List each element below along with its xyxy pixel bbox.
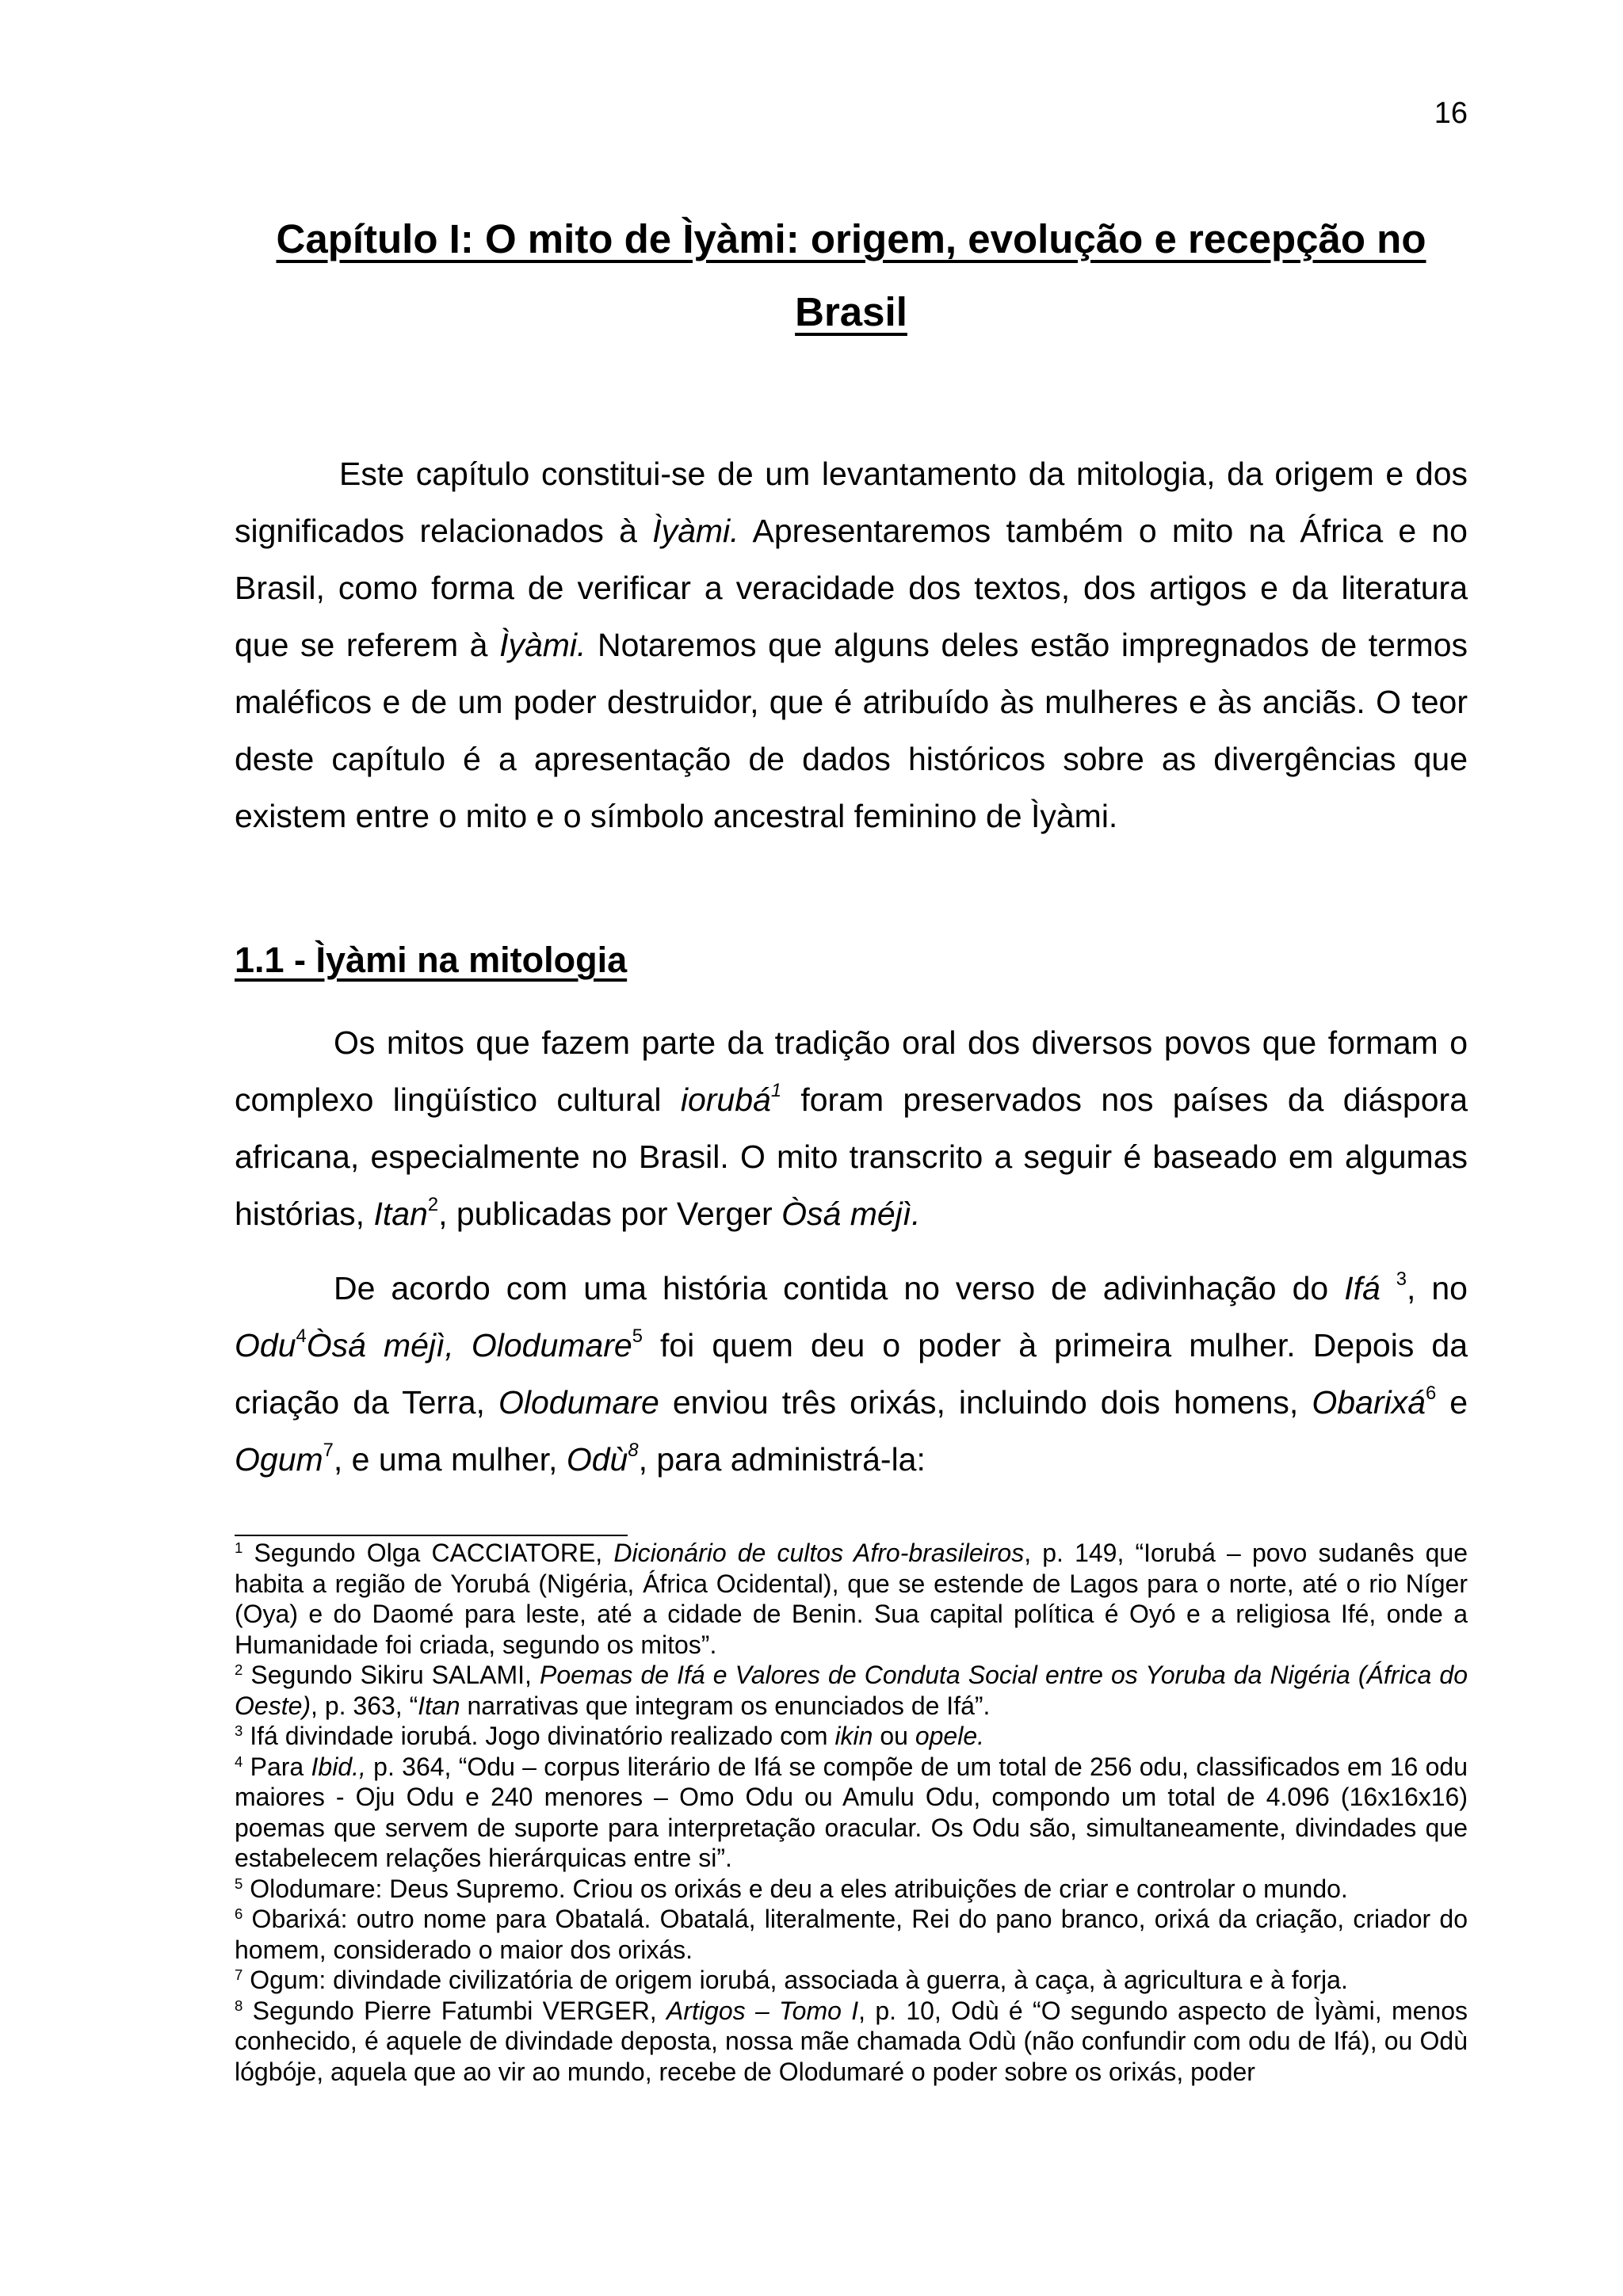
chapter-title-line-2: Brasil	[795, 289, 907, 334]
text-run: foram preservados nos países da diáspora africana, especialmente no Brasil. O mito transcrito a seguir é baseado em algumas histórias,	[235, 1081, 1468, 1232]
footnote-text: Obarixá: outro nome para Obatalá. Obatalá, literalmente, Rei do pano branco, orixá da criação, criador do homem, considerado o maior dos orixás.	[235, 1905, 1468, 1964]
footnote-ref-5[interactable]: 5	[632, 1325, 643, 1348]
italic-term: Òsá méjì, Olodumare	[306, 1327, 632, 1363]
footnote-ref-8[interactable]	[628, 1440, 638, 1461]
italic-term: Itan	[373, 1196, 428, 1232]
italic-term: opele.	[915, 1722, 985, 1750]
footnote-number: 2	[235, 1661, 243, 1678]
text-run: , no	[1407, 1270, 1468, 1306]
italic-term: Odù	[566, 1441, 628, 1478]
myth-paragraph-1	[235, 1014, 1468, 1242]
footnote-ref-number: 1	[770, 1080, 782, 1102]
footnote-ref-6[interactable]: 6	[1425, 1383, 1437, 1405]
italic-term: iorubá	[680, 1081, 771, 1118]
footnote-text: Olodumare: Deus Supremo. Criou os orixás e deu a eles atribuições de criar e controlar o mundo.	[242, 1874, 1348, 1903]
footnote-text: Ifá divindade iorubá. Jogo divinatório realizado com	[242, 1722, 835, 1750]
footnote-ref-1[interactable]	[771, 1080, 781, 1101]
footnote-number: 4	[235, 1753, 243, 1770]
text-run: enviou três orixás, incluindo dois homens,	[659, 1384, 1312, 1421]
footnote-number: 8	[235, 1997, 243, 2014]
footnote-text: p. 364, “Odu – corpus literário de Ifá se compõe de um total de 256 odu, classificados em 16 odu maiores - Oju Odu e 240 menores – Omo Odu ou Amulu Odu, compondo um total de 4.096 (16x16x16) poemas que servem de suporte para interpretação oracular. Os Odu são, simultaneamente, divindades que estabelecem relações hierárquicas entre si”.	[235, 1752, 1468, 1872]
footnote-7	[235, 1965, 1468, 1996]
footnote-text: Segundo Olga CACCIATORE,	[242, 1539, 614, 1567]
footnote-text: ou	[873, 1722, 915, 1750]
footnote-text: , p. 10, Odù é “O segundo aspecto de Ìyàmi, menos conhecido, é aquele de divindade deposta, nossa mãe chamada Odù (não confundir com odu de Ifá), ou Odù lógbóje, aquela que ao vir ao mundo, recebe de Olodumaré o poder sobre os orixás, poder	[235, 1996, 1468, 2086]
footnote-text: Segundo Pierre Fatumbi VERGER,	[242, 1996, 667, 2025]
footnote-text: , p. 149, “Iorubá – povo sudanês que habita a região de Yorubá (Nigéria, África Ocidental), que se estende de Lagos para o norte, até o rio Níger (Oya) e do Daomé para leste, até a cidade de Benin. Sua capital política é Oyó e a religiosa Ifé, onde a Humanidade foi criada, segundo os mitos”.	[235, 1539, 1468, 1659]
myth-paragraph-2	[235, 1260, 1468, 1488]
footnote-1	[235, 1538, 1468, 1660]
footnote-2	[235, 1660, 1468, 1721]
footnote-number: 5	[235, 1875, 243, 1892]
footnote-number: 6	[235, 1905, 243, 1922]
text-run: Este capítulo constitui-se de um levantamento da mitologia, da origem e dos significados relacionados à	[235, 456, 1468, 549]
footnote-ref-3[interactable]: 3	[1396, 1268, 1407, 1291]
footnote-text: Ogum: divindade civilizatória de origem iorubá, associada à guerra, à caça, à agricultura e à forja.	[242, 1966, 1348, 1994]
italic-term: Ifá	[1344, 1270, 1381, 1306]
footnote-number: 3	[235, 1722, 243, 1739]
intro-paragraph	[235, 445, 1468, 845]
footnote-ref-number: 8	[628, 1440, 639, 1462]
italic-term: Poemas de Ifá e Valores de Conduta Social entre os Yoruba da Nigéria (África do Oeste)	[235, 1661, 1468, 1720]
footnote-8	[235, 1996, 1468, 2088]
footnote-text: , p. 363, “	[311, 1691, 418, 1720]
text-run: , e uma mulher,	[333, 1441, 567, 1478]
italic-term: Odu	[235, 1327, 296, 1363]
footnote-text: Segundo Sikiru SALAMI,	[242, 1661, 540, 1689]
italic-term: Obarixá	[1312, 1384, 1426, 1421]
text-run: e	[1436, 1384, 1468, 1421]
footnotes	[235, 1538, 1468, 2087]
footnote-ref-2[interactable]: 2	[427, 1194, 439, 1216]
footnote-separator	[235, 1535, 628, 1536]
footnote-ref-7[interactable]: 7	[323, 1440, 334, 1462]
italic-term: Ìyàmi.	[652, 513, 739, 549]
text-run: De acordo com uma história contida no verso de adivinhação do	[334, 1270, 1345, 1306]
italic-term: ikin	[834, 1722, 873, 1750]
section-heading: 1.1 - Ìyàmi na mitologia	[235, 940, 628, 980]
footnote-ref-4[interactable]: 4	[296, 1325, 307, 1348]
chapter-title-line-1: Capítulo I: O mito de Ìyàmi: origem, evolução e recepção no	[276, 216, 1426, 261]
footnote-3	[235, 1721, 1468, 1752]
italic-term: Ìyàmi.	[499, 627, 586, 663]
chapter-title	[235, 203, 1468, 349]
italic-term: Òsá méjì.	[781, 1196, 921, 1232]
footnote-4	[235, 1752, 1468, 1874]
text-run: foi quem deu o poder à primeira mulher. Depois da criação da Terra,	[235, 1327, 1468, 1421]
text-run: Notaremos que alguns deles estão impregnados de termos maléficos e de um poder destruidor, que é atribuído às mulheres e às anciãs. O teor deste capítulo é a apresentação de dados históricos sobre as divergências que existem entre o mito e o símbolo ancestral feminino de Ìyàmi.	[235, 627, 1468, 834]
text-run: , para administrá-la:	[638, 1441, 926, 1478]
italic-term: Artigos – Tomo I	[666, 1996, 859, 2025]
italic-term: Ogum	[235, 1441, 323, 1478]
footnote-text: narrativas que integram os enunciados de Ifá”.	[460, 1691, 991, 1720]
text-run: Os mitos que fazem parte da tradição oral dos diversos povos que formam o complexo lingüístico cultural	[235, 1024, 1468, 1118]
page-number: 16	[1434, 97, 1468, 130]
italic-term: Ibid.,	[311, 1752, 366, 1781]
footnote-6	[235, 1904, 1468, 1965]
footnote-number: 7	[235, 1966, 243, 1983]
text-run: , publicadas por Verger	[438, 1196, 782, 1232]
text-run: Apresentaremos também o mito na África e no Brasil, como forma de verificar a veracidade dos textos, dos artigos e da literatura que se referem à	[235, 513, 1468, 663]
italic-term: Itan	[418, 1691, 460, 1720]
text-run	[1381, 1270, 1396, 1306]
italic-term: Dicionário de cultos Afro-brasileiros	[613, 1539, 1025, 1567]
footnote-5	[235, 1874, 1468, 1905]
italic-term: Olodumare	[498, 1384, 659, 1421]
footnote-text: Para	[242, 1752, 311, 1781]
footnote-number: 1	[235, 1539, 243, 1556]
